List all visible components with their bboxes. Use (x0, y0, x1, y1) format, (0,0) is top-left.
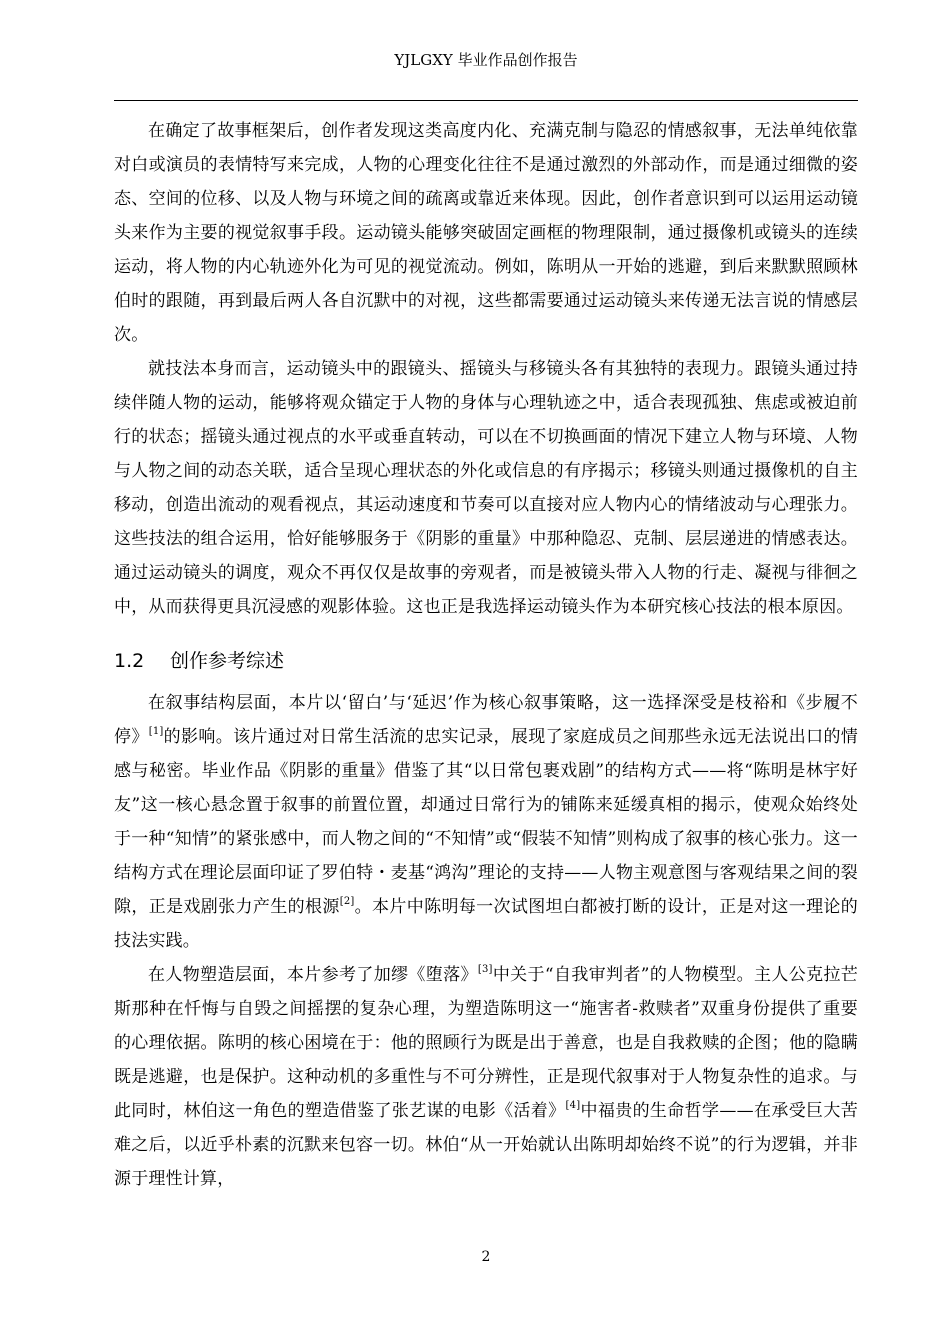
paragraph-text: 中关于“自我审判者”的人物模型。主人公克拉芒斯那种在忏悔与自毁之间摇摆的复杂心理，为塑造陈明这一“施害者-救赎者”双重身份提供了重要的心理依据。陈明的核心困境在于：他的照顾行为既是出于善意，也是自我救赎的企图；他的隐瞒既是逃避，也是保护。这种动机的多重性与不可分辨性，正是现代叙事对于人物复杂性的追求。与此同时，林伯这一角色的塑造借鉴了张艺谋的电影《活着》 (114, 965, 859, 1121)
body-paragraph (114, 686, 858, 958)
body-paragraph (114, 958, 858, 1196)
page-body (114, 114, 858, 1196)
section-number: 1.2 (114, 650, 145, 672)
page-number: 2 (481, 1249, 491, 1265)
header-rule (114, 100, 858, 101)
body-paragraph: 就技法本身而言，运动镜头中的跟镜头、摇镜头与移镜头各有其独特的表现力。跟镜头通过持续伴随人物的运动，能够将观众锚定于人物的身体与心理轨迹之中，适合表现孤独、焦虑或被迫前行的状态；摇镜头通过视点的水平或垂直转动，可以在不切换画面的情况下建立人物与环境、人物与人物之间的动态关联，适合呈现心理状态的外化或信息的有序揭示；移镜头则通过摄像机的自主移动，创造出流动的观看视点，其运动速度和节奏可以直接对应人物内心的情绪波动与心理张力。这些技法的组合运用，恰好能够服务于《阴影的重量》中那种隐忍、克制、层层递进的情感表达。通过运动镜头的调度，观众不再仅仅是故事的旁观者，而是被镜头带入人物的行走、凝视与徘徊之中，从而获得更具沉浸感的观影体验。这也正是我选择运动镜头作为本研究核心技法的根本原因。 (114, 359, 858, 617)
paragraph-text: 。本片中陈明每一次试图坦白都被打断的设计，正是对这一理论的技法实践。 (114, 897, 858, 951)
paragraph-text: 中福贵的生命哲学——在承受巨大苦难之后，以近乎朴素的沉默来包容一切。林伯“从一开始就认出陈明却始终不说”的行为逻辑，并非源于理性计算， (114, 1101, 858, 1189)
citation-reference: [3] (477, 964, 493, 976)
citation-reference: [1] (148, 726, 164, 738)
paragraph-text: 的影响。该片通过对日常生活流的忠实记录，展现了家庭成员之间那些永远无法说出口的情感与秘密。毕业作品《阴影的重量》借鉴了其“以日常包裹戏剧”的结构方式——将“陈明是林宇好友”这一核心悬念置于叙事的前置位置，却通过日常行为的铺陈来延缓真相的揭示，使观众始终处于一种“知情”的紧张感中，而人物之间的“不知情”或“假装不知情”则构成了叙事的核心张力。这一结构方式在理论层面印证了罗伯特・麦基“鸿沟”理论的支持——人物主观意图与客观结果之间的裂隙，正是戏剧张力产生的根源 (114, 727, 859, 917)
section-heading (114, 644, 858, 678)
citation-reference: [2] (339, 896, 355, 908)
citation-reference: [4] (565, 1100, 581, 1112)
paragraph-text: 在叙事结构层面，本片以‘留白’与‘延迟’作为核心叙事策略，这一选择深受是枝裕和《步履不停》 (114, 693, 858, 747)
paragraph-text: 在人物塑造层面，本片参考了加缪《堕落》 (148, 965, 478, 985)
body-paragraph: 在确定了故事框架后，创作者发现这类高度内化、充满克制与隐忍的情感叙事，无法单纯依靠对白或演员的表情特写来完成，人物的心理变化往往不是通过激烈的外部动作，而是通过细微的姿态、空间的位移、以及人物与环境之间的疏离或靠近来体现。因此，创作者意识到可以运用运动镜头来作为主要的视觉叙事手段。运动镜头能够突破固定画框的物理限制，通过摄像机或镜头的连续运动，将人物的内心轨迹外化为可见的视觉流动。例如，陈明从一开始的逃避，到后来默默照顾林伯时的跟随，再到最后两人各自沉默中的对视，这些都需要通过运动镜头来传递无法言说的情感层次。 (114, 121, 858, 345)
running-header: YJLGXY 毕业作品创作报告 (394, 51, 578, 69)
section-title: 创作参考综述 (170, 650, 285, 672)
